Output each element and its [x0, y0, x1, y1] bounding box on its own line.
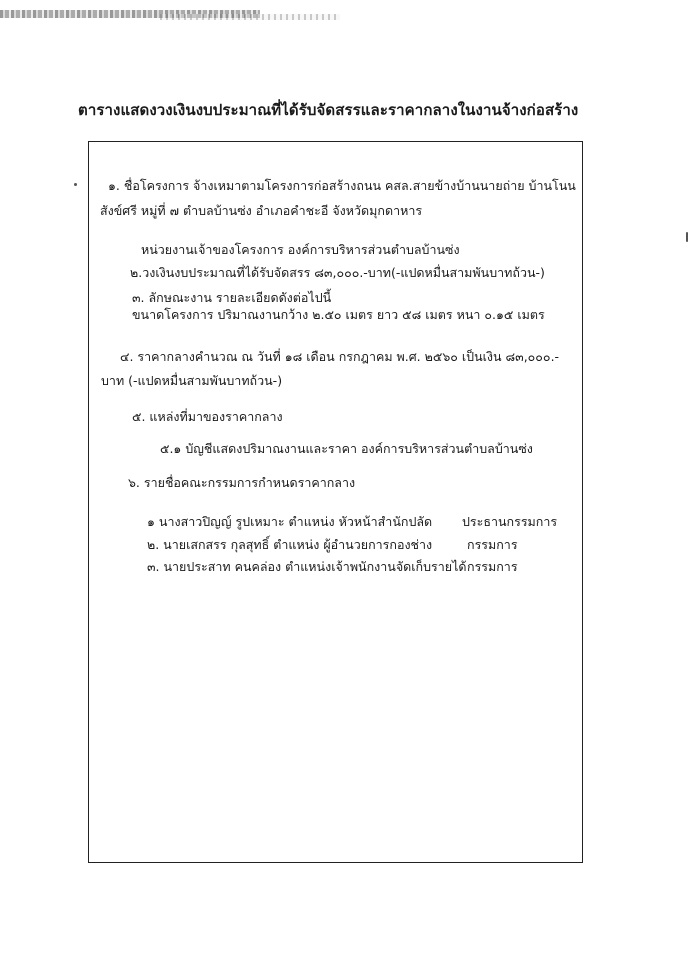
section2-budget: ๒.วงเงินงบประมาณที่ได้รับจัดสรร ๘๓,๐๐๐.-บาท(-แปดหมื่นสามพันบาทถ้วน-)	[130, 265, 545, 280]
section5-heading: ๕. แหล่งที่มาของราคากลาง	[132, 409, 283, 424]
section3-size: ขนาดโครงการ ปริมาณงานกว้าง ๒.๕๐ เมตร ยาว ๕๘ เมตร หนา ๐.๑๕ เมตร	[132, 307, 545, 322]
committee-member-name: ๒. นายเสกสรร กุลสุทธิ์ ตำแหน่ง ผู้อำนวยการกองช่าง	[147, 537, 433, 552]
section5-item1: ๕.๑ บัญชีแสดงปริมาณงานและราคา องค์การบริหารส่วนตำบลบ้านซ่ง	[160, 441, 533, 456]
document-title: ตารางแสดงวงเงินงบประมาณที่ได้รับจัดสรรและราคากลางในงานจ้างก่อสร้าง	[78, 101, 579, 119]
section1-line1: ๑. ชื่อโครงการ จ้างเหมาตามโครงการก่อสร้างถนน คสล.สายข้างบ้านนายถ่าย บ้านโนน	[108, 178, 576, 193]
committee-member-name: ๑ นางสาวปิญญ์ รูปเหมาะ ตำแหน่ง หัวหน้าสำนักปลัด	[147, 514, 433, 529]
scan-artifact-top-secondary	[160, 14, 340, 20]
section4-line1: ๔. ราคากลางคำนวณ ณ วันที่ ๑๘ เดือน กรกฎาคม พ.ศ. ๒๕๖๐ เป็นเงิน ๘๓,๐๐๐.-	[120, 349, 560, 364]
committee-member-role: ประธานกรรมการ	[462, 514, 558, 529]
committee-member-role: กรรมการ	[467, 559, 518, 574]
section4-line2: บาท (-แปดหมื่นสามพันบาทถ้วน-)	[101, 373, 283, 388]
section3-heading: ๓. ลักษณะงาน รายละเอียดดังต่อไปนี้	[132, 290, 332, 305]
section1-owner: หน่วยงานเจ้าของโครงการ องค์การบริหารส่วนตำบลบ้านซ่ง	[141, 242, 460, 257]
committee-member-name: ๓. นายประสาท คนคล่อง ตำแหน่งเจ้าพนักงานจัดเก็บรายได้	[147, 559, 467, 574]
scan-speck	[74, 183, 77, 186]
section6-heading: ๖. รายชื่อคณะกรรมการกำหนดราคากลาง	[128, 475, 356, 490]
section1-line2: สังข์ศรี หมู่ที่ ๗ ตำบลบ้านซ่ง อำเภอคำชะอี จังหวัดมุกดาหาร	[100, 203, 423, 218]
scan-speck	[686, 232, 688, 242]
committee-member-role: กรรมการ	[467, 537, 518, 552]
